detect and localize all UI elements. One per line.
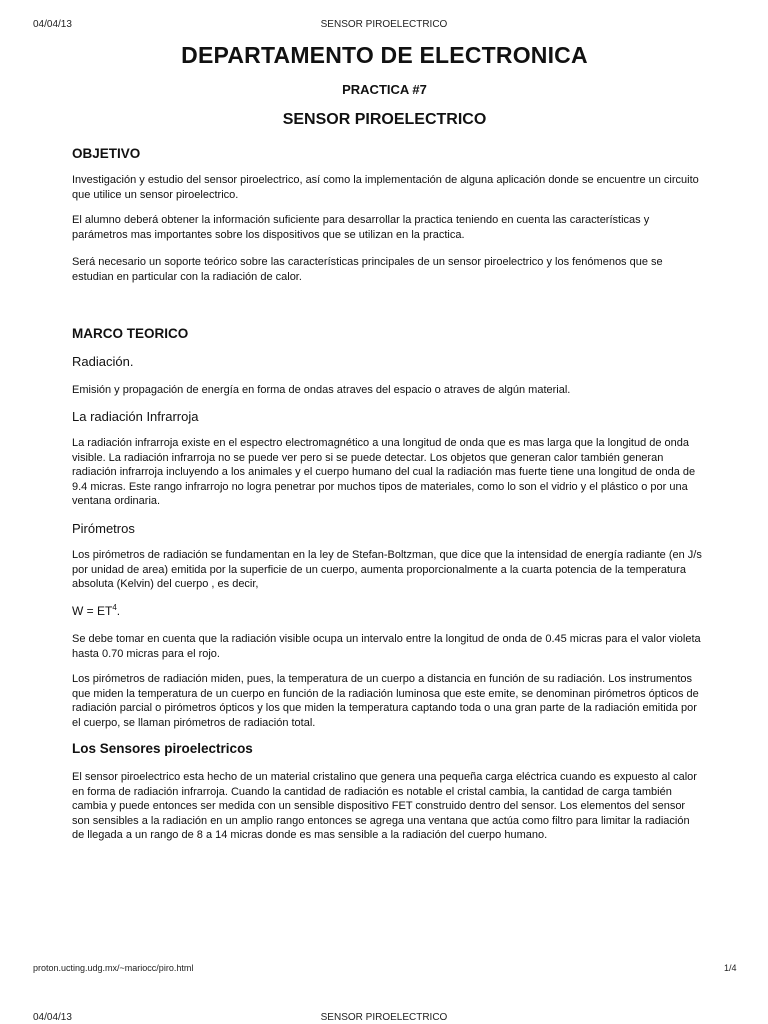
sensores-paragraph: El sensor piroelectrico esta hecho de un material cristalino que genera una pequeña carga eléctrica cuando es expuesto al calor en forma de radiación infrarroja. Cuando la cantidad de radiación es notable el cristal cambia, la cantidad de carga también cambia y puede entonces ser medida con un sensible dispositivo FET construido dentro del sensor. Los elementos del sensor son sensibles a la radiación en un amplio rango entonces se agrega una ventana que actúa como filtro para limitar la radiación de llegada a un rango de 8 a 14 micras donde es mas sensible a la radiación del cuerpo humano. — [72, 771, 697, 841]
formula-exponent: 4 — [112, 603, 117, 612]
marco-heading: MARCO TEORICO — [72, 326, 189, 341]
objetivo-heading: OBJETIVO — [72, 146, 141, 161]
infrarroja-heading: La radiación Infrarroja — [72, 409, 199, 424]
pirometros-paragraph-1: Los pirómetros de radiación se fundamentan en la ley de Stefan-Boltzman, que dice que la intensidad de energía radiante (en J/s por unidad de area) emitida por la superficie de un cuerpo, aumenta proporcionalmente a la cuarta potencia de la temperatura absoluta (Kelvin) del cuerpo , es decir, — [72, 549, 702, 590]
pirometros-paragraph-2: Se debe tomar en cuenta que la radiación visible ocupa un intervalo entre la longitud de onda de 0.45 micras para el valor violeta hasta 0.70 micras para el rojo. — [72, 633, 701, 660]
print-title: SENSOR PIROELECTRICO — [320, 19, 448, 30]
department-title: DEPARTAMENTO DE ELECTRONICA — [181, 42, 588, 68]
objetivo-paragraph-2: El alumno deberá obtener la información suficiente para desarrollar la practica teniendo en cuenta las características y parámetros mas importantes sobre los dispositivos que se utilizan en la practica. — [72, 214, 650, 241]
sensores-heading: Los Sensores piroelectricos — [72, 741, 253, 756]
pirometros-heading: Pirómetros — [72, 521, 135, 536]
practice-number: PRACTICA #7 — [342, 82, 427, 97]
next-print-title: SENSOR PIROELECTRICO — [320, 1012, 448, 1023]
footer-url: proton.ucting.udg.mx/~mariocc/piro.html — [33, 963, 194, 973]
radiacion-heading: Radiación. — [72, 354, 134, 369]
objetivo-paragraph-3: Será necesario un soporte teórico sobre las características principales de un sensor piroelectrico y los fenómenos que se estudian en particular con la radiación de calor. — [72, 256, 663, 283]
stefan-boltzmann-formula — [72, 603, 120, 618]
page-separator — [0, 1000, 768, 1001]
footer-page-number: 1/4 — [724, 963, 737, 973]
formula-end: . — [116, 604, 121, 618]
radiacion-paragraph: Emisión y propagación de energía en forma de ondas atraves del espacio o atraves de algún material. — [72, 384, 571, 396]
formula-base: W = ET — [72, 604, 113, 618]
infrarroja-paragraph: La radiación infrarroja existe en el espectro electromagnético a una longitud de onda que es mas larga que la longitud de onda visible. La radiación infrarroja no se puede ver pero si se puede detectar. Los objetos que generan calor también generan radiación infrarroja incluyendo a los animales y el cuerpo humano del cual la radiación mas fuerte tiene una longitud de onda de 9.4 micras. Este rango infrarrojo no logra penetrar por muchos tipos de materiales, como lo son el vidrio y el plástico o por una ventana ordinaria. — [72, 437, 696, 507]
document-title: SENSOR PIROELECTRICO — [282, 111, 487, 128]
pirometros-paragraph-3: Los pirómetros de radiación miden, pues, la temperatura de un cuerpo a distancia en función de su radiación. Los instrumentos que miden la temperatura de un cuerpo en función de la radiación luminosa que este emite, se denominan pirómetros ópticos de radiación parcial o pirómetros ópticos y los que miden la temperatura captando toda o una gran parte de la radiación emitida por el cuerpo, se llaman pirómetros de radiación total. — [72, 673, 699, 729]
objetivo-paragraph-1: Investigación y estudio del sensor piroelectrico, así como la implementación de alguna aplicación donde se encuentre un circuito que utilice un sensor piroelectrico. — [72, 174, 699, 201]
next-print-date: 04/04/13 — [33, 1012, 72, 1023]
print-date: 04/04/13 — [33, 19, 72, 30]
